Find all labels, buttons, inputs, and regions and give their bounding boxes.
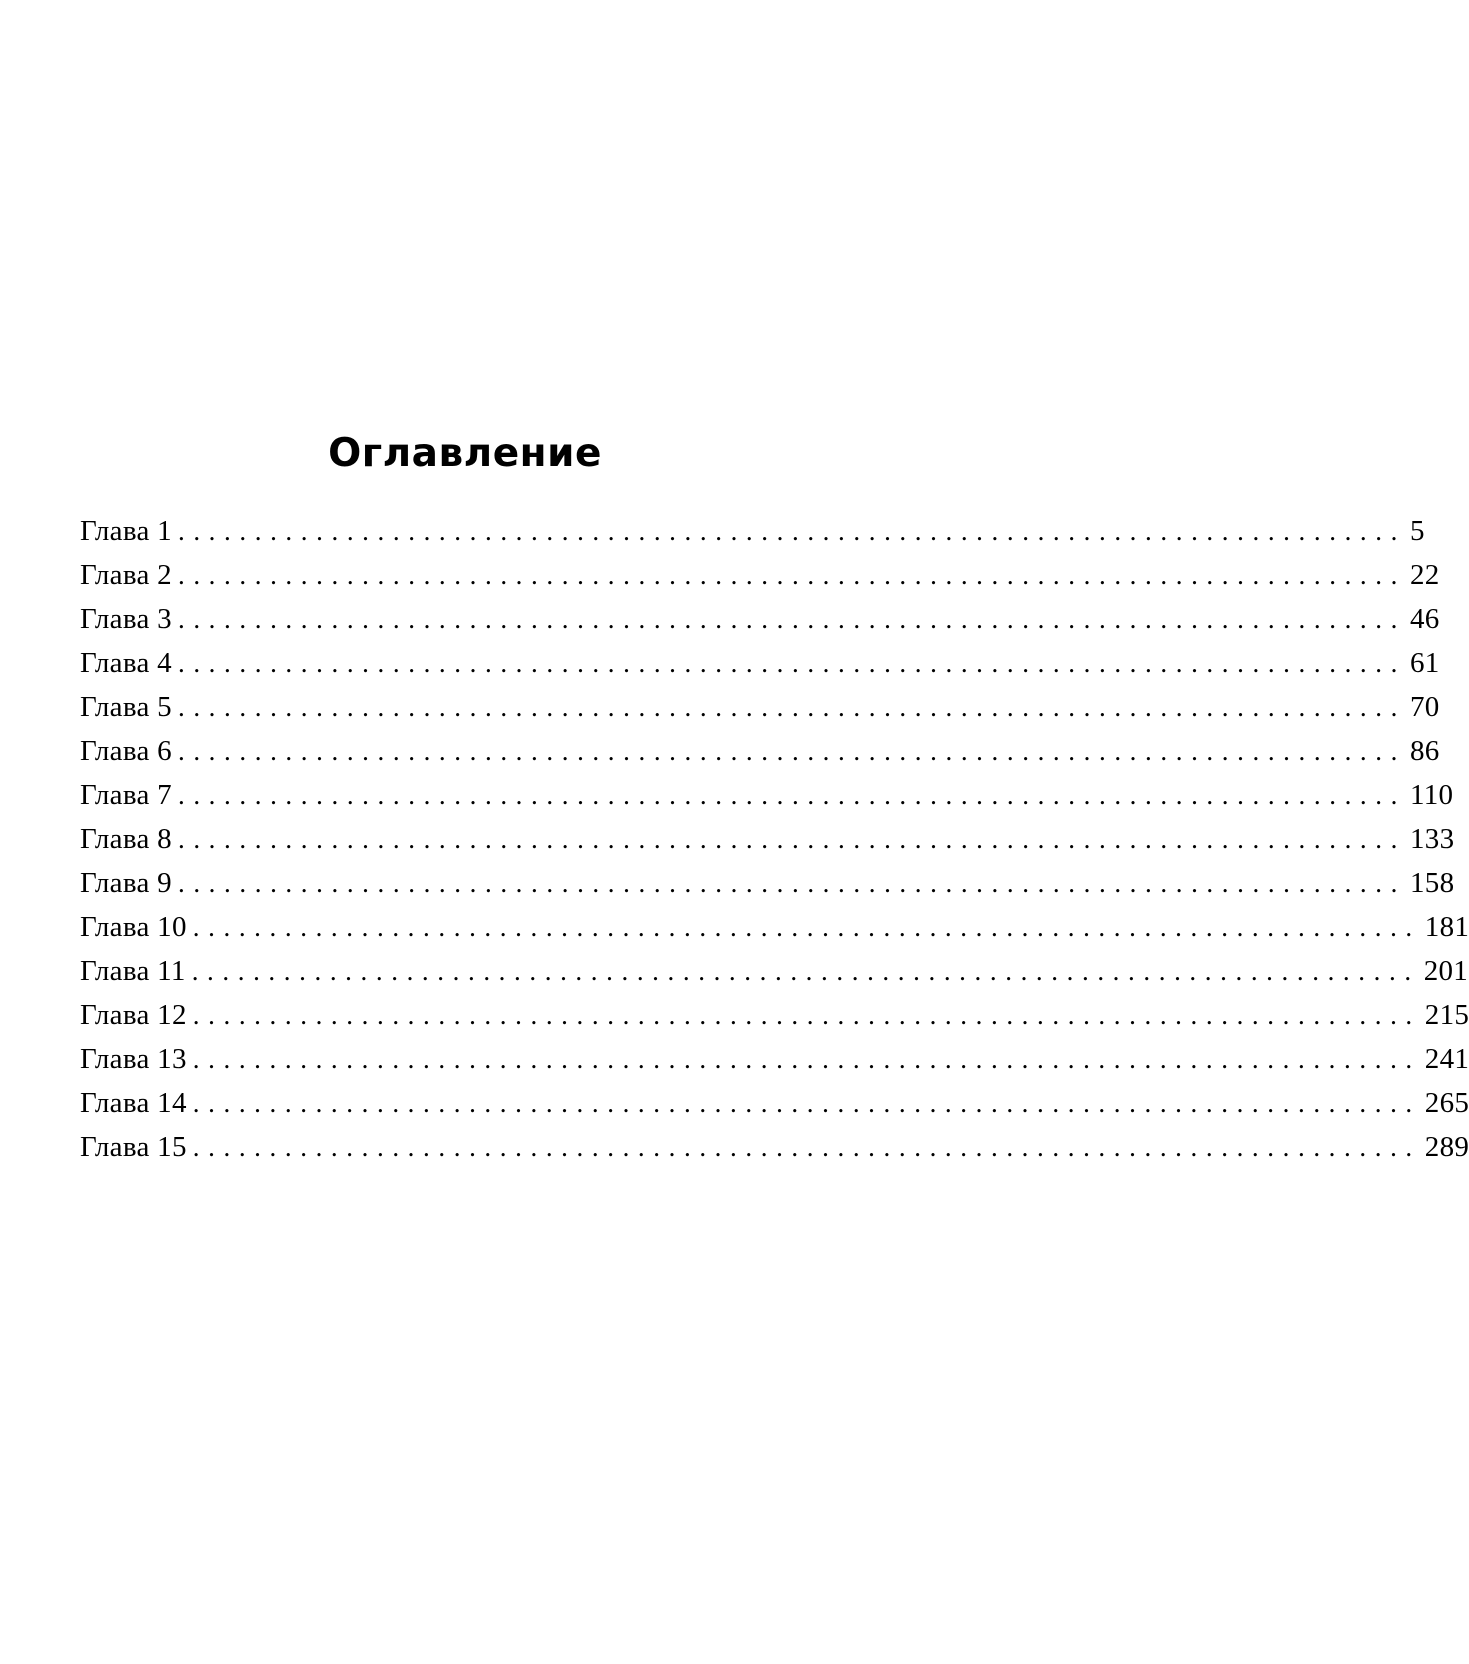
toc-entry-label: Глава 4 xyxy=(80,647,172,679)
toc-entry-page: 22 xyxy=(1409,559,1440,591)
toc-entry xyxy=(80,905,1469,949)
toc-entry-page: 5 xyxy=(1409,515,1425,547)
toc-entry-label: Глава 6 xyxy=(80,735,172,767)
toc-entry-label: Глава 11 xyxy=(80,955,186,987)
dot-leader: ................................................................................ xyxy=(177,516,1406,546)
toc-entry-label: Глава 7 xyxy=(80,779,172,811)
dot-leader: ................................................................................ xyxy=(192,1000,1421,1030)
toc-entry xyxy=(80,509,1425,553)
toc-entry xyxy=(80,685,1440,729)
toc-entry-page: 265 xyxy=(1424,1087,1469,1119)
dot-leader: ................................................................................ xyxy=(192,1132,1421,1162)
dot-leader: ................................................................................ xyxy=(192,912,1421,942)
toc-entry-label: Глава 15 xyxy=(80,1131,187,1163)
toc-entry xyxy=(80,773,1454,817)
page-title: Оглавление xyxy=(328,431,602,477)
toc-entry xyxy=(80,1081,1469,1125)
toc-entry-page: 241 xyxy=(1424,1043,1469,1075)
toc-entry xyxy=(80,641,1440,685)
toc-entry-label: Глава 12 xyxy=(80,999,187,1031)
toc-entry-page: 289 xyxy=(1424,1131,1469,1163)
table-of-contents xyxy=(80,509,1469,1169)
dot-leader: ................................................................................ xyxy=(177,780,1406,810)
dot-leader: ................................................................................ xyxy=(192,1044,1421,1074)
toc-entry xyxy=(80,1125,1469,1169)
toc-entry-page: 110 xyxy=(1409,779,1454,811)
toc-entry-page: 215 xyxy=(1424,999,1469,1031)
toc-entry-label: Глава 9 xyxy=(80,867,172,899)
dot-leader: ................................................................................ xyxy=(177,560,1406,590)
toc-entry-page: 86 xyxy=(1409,735,1440,767)
dot-leader: ................................................................................ xyxy=(177,824,1406,854)
toc-entry xyxy=(80,553,1440,597)
dot-leader: ................................................................................ xyxy=(177,868,1406,898)
toc-entry xyxy=(80,817,1455,861)
toc-entry-label: Глава 1 xyxy=(80,515,172,547)
toc-entry-page: 181 xyxy=(1424,911,1469,943)
dot-leader: ................................................................................ xyxy=(177,736,1406,766)
toc-entry-label: Глава 3 xyxy=(80,603,172,635)
toc-entry-page: 70 xyxy=(1409,691,1440,723)
toc-entry-label: Глава 2 xyxy=(80,559,172,591)
toc-entry xyxy=(80,861,1455,905)
toc-entry-page: 158 xyxy=(1409,867,1455,899)
dot-leader: ................................................................................ xyxy=(177,604,1406,634)
toc-entry xyxy=(80,729,1440,773)
toc-entry-page: 201 xyxy=(1423,955,1469,987)
dot-leader: ................................................................................ xyxy=(177,648,1406,678)
toc-entry xyxy=(80,1037,1469,1081)
toc-entry-label: Глава 10 xyxy=(80,911,187,943)
toc-entry xyxy=(80,949,1469,993)
toc-entry xyxy=(80,993,1469,1037)
toc-entry-page: 46 xyxy=(1409,603,1440,635)
dot-leader: ................................................................................ xyxy=(191,956,1420,986)
toc-entry-label: Глава 8 xyxy=(80,823,172,855)
dot-leader: ................................................................................ xyxy=(192,1088,1421,1118)
toc-entry-label: Глава 13 xyxy=(80,1043,187,1075)
toc-entry-page: 61 xyxy=(1409,647,1440,679)
toc-entry-label: Глава 5 xyxy=(80,691,172,723)
dot-leader: ................................................................................ xyxy=(177,692,1406,722)
toc-entry-page: 133 xyxy=(1409,823,1455,855)
toc-entry-label: Глава 14 xyxy=(80,1087,187,1119)
toc-entry xyxy=(80,597,1440,641)
